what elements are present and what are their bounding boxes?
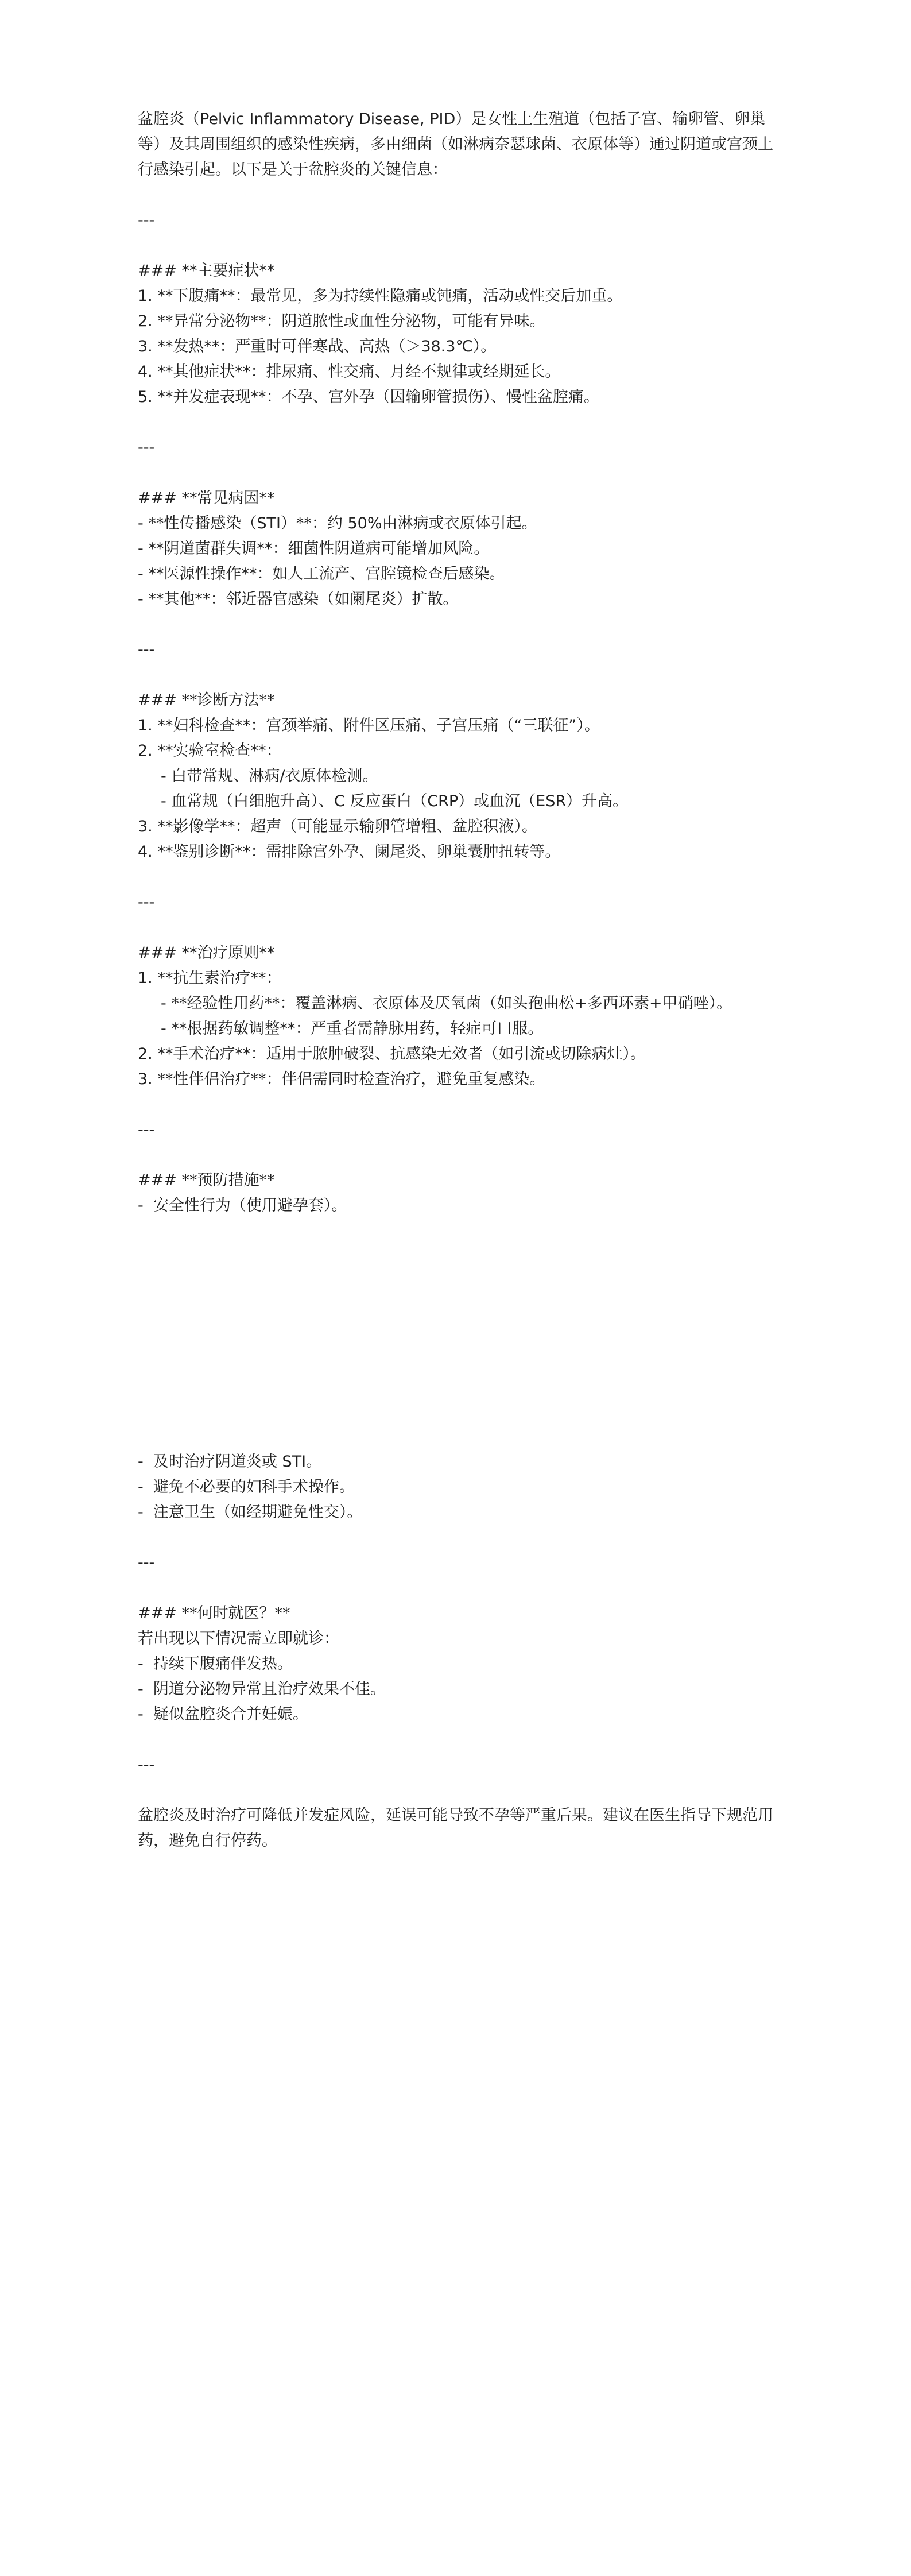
diagnosis-item: 4. **鉴别诊断**：需排除宫外孕、阑尾炎、卵巢囊肿扭转等。 (138, 843, 561, 861)
treatment-item: 2. **手术治疗**：适用于脓肿破裂、抗感染无效者（如引流或切除病灶）。 (138, 1045, 646, 1063)
when-to-see-lead: 若出现以下情况需立即就诊： (138, 1630, 339, 1647)
symptom-item: 4. **其他症状**：排尿痛、性交痛、月经不规律或经期延长。 (138, 363, 561, 381)
prevention-item: - 注意卫生（如经期避免性交）。 (138, 1503, 363, 1521)
separator: --- (138, 1121, 155, 1139)
when-to-see-item: - 持续下腹痛伴发热。 (138, 1655, 293, 1673)
cause-item: - **性传播感染（STI）**：约 50%由淋病或衣原体引起。 (138, 515, 537, 532)
when-to-see-heading: ### **何时就医？** (138, 1604, 290, 1622)
prevention-item: - 安全性行为（使用避孕套）。 (138, 1197, 347, 1214)
symptom-item: 5. **并发症表现**：不孕、宫外孕（因输卵管损伤）、慢性盆腔痛。 (138, 388, 599, 406)
symptom-item: 2. **异常分泌物**：阴道脓性或血性分泌物，可能有异味。 (138, 312, 545, 330)
treatment-subitem: - **经验性用药**：覆盖淋病、衣原体及厌氧菌（如头孢曲松+多西环素+甲硝唑）。 (161, 995, 732, 1012)
symptoms-heading: ### **主要症状** (138, 262, 275, 280)
diagnosis-item: 2. **实验室检查**： (138, 742, 282, 760)
separator: --- (138, 1756, 155, 1774)
separator: --- (138, 439, 155, 457)
diagnosis-subitem: - 白带常规、淋病/衣原体检测。 (161, 767, 378, 785)
when-to-see-item: - 疑似盆腔炎合并妊娠。 (138, 1705, 308, 1723)
symptom-item: 1. **下腹痛**：最常见，多为持续性隐痛或钝痛，活动或性交后加重。 (138, 287, 623, 305)
cause-item: - **阴道菌群失调**：细菌性阴道病可能增加风险。 (138, 540, 490, 558)
diagnosis-item: 3. **影像学**：超声（可能显示输卵管增粗、盆腔积液）。 (138, 818, 537, 836)
prevention-item: - 避免不必要的妇科手术操作。 (138, 1478, 355, 1496)
blank-space (138, 1219, 781, 1449)
separator: --- (138, 641, 155, 659)
diagnosis-subitem: - 血常规（白细胞升高）、C 反应蛋白（CRP）或血沉（ESR）升高。 (161, 792, 629, 810)
document-body (138, 107, 781, 1854)
treatment-subitem: - **根据药敏调整**：严重者需静脉用药，轻症可口服。 (161, 1020, 544, 1038)
treatment-item: 3. **性伴侣治疗**：伴侣需同时检查治疗，避免重复感染。 (138, 1070, 545, 1088)
symptom-item: 3. **发热**：严重时可伴寒战、高热（＞38.3℃）。 (138, 338, 497, 355)
intro-paragraph: 盆腔炎（Pelvic Inflammatory Disease, PID）是女性上生殖道（包括子宫、输卵管、卵巢等）及其周围组织的感染性疾病，多由细菌（如淋病奈瑟球菌、衣原体等）通过阴道或宫颈上行感染引起。以下是关于盆腔炎的关键信息： (138, 110, 773, 179)
treatment-heading: ### **治疗原则** (138, 944, 275, 962)
separator: --- (138, 894, 155, 911)
diagnosis-heading: ### **诊断方法** (138, 691, 275, 709)
cause-item: - **其他**：邻近器官感染（如阑尾炎）扩散。 (138, 590, 459, 608)
conclusion-paragraph: 盆腔炎及时治疗可降低并发症风险，延误可能导致不孕等严重后果。建议在医生指导下规范用药，避免自行停药。 (138, 1807, 773, 1850)
separator: --- (138, 211, 155, 229)
prevention-heading: ### **预防措施** (138, 1171, 275, 1189)
cause-item: - **医源性操作**：如人工流产、宫腔镜检查后感染。 (138, 565, 505, 583)
separator: --- (138, 1554, 155, 1572)
causes-heading: ### **常见病因** (138, 489, 275, 507)
diagnosis-item: 1. **妇科检查**：宫颈举痛、附件区压痛、子宫压痛（“三联征”）。 (138, 717, 600, 734)
prevention-item: - 及时治疗阴道炎或 STI。 (138, 1453, 322, 1471)
when-to-see-item: - 阴道分泌物异常且治疗效果不佳。 (138, 1680, 386, 1698)
treatment-item: 1. **抗生素治疗**： (138, 969, 282, 987)
